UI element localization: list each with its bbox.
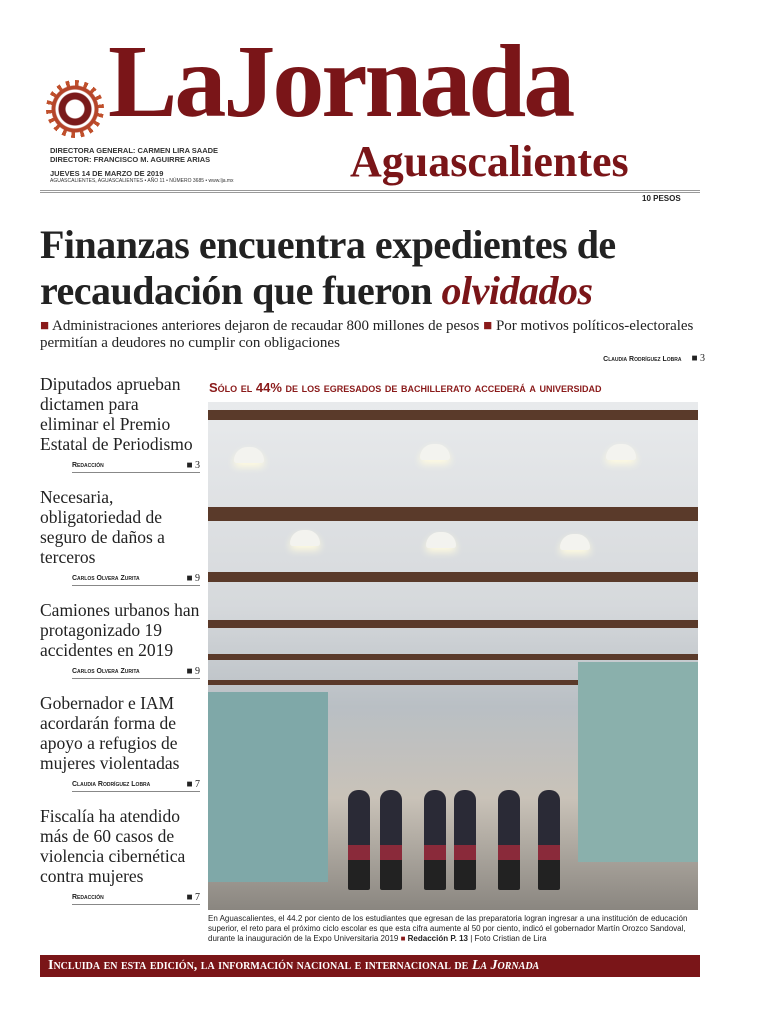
- footer-banner[interactable]: Incluida en esta edición, la información nacional e internacional de La Jornada: [40, 955, 700, 977]
- story[interactable]: Camiones urbanos han protagonizado 19 accidentes en 2019 Carlos Olvera Zurita ■ 9: [40, 600, 200, 677]
- photo-caption: En Aguascalientes, el 44.2 por ciento de los estudiantes que egresan de las preparatoria logran ingresar a una institución de educación superior, el reto para el próximo ciclo escolar es que esta cifra aumente al 50 por ciento, indicó el gobernador Martín Orozco Sandoval, durante la inauguración de la Expo Universitaria 2019 ■ Redacción P. 13 | Foto Cristian de Lira: [208, 914, 688, 943]
- main-photo[interactable]: [208, 402, 698, 910]
- lead-page: 3: [700, 353, 705, 364]
- masthead-edition: Aguascalientes: [350, 137, 629, 186]
- sun-logo-icon: [46, 80, 104, 138]
- masthead-logo[interactable]: LaJornada: [108, 24, 573, 139]
- story[interactable]: Necesaria, obligatoriedad de seguro de daños a terceros Carlos Olvera Zurita ■ 9: [40, 487, 200, 584]
- director: DIRECTOR: FRANCISCO M. AGUIRRE ARIAS: [50, 155, 211, 164]
- directora: DIRECTORA GENERAL: CARMEN LIRA SAADE: [50, 146, 219, 155]
- photo-kicker: Sólo el 44% de los egresados de bachillerato accederá a universidad: [209, 380, 602, 395]
- story[interactable]: Gobernador e IAM acordarán forma de apoyo a refugios de mujeres violentadas Claudia Rodríguez Lobra ■ 7: [40, 693, 200, 790]
- lead-byline-row: Claudia Rodríguez Lobra ■ 3: [603, 353, 705, 364]
- staff-credits: [50, 146, 340, 185]
- issue-info: AGUASCALIENTES, AGUASCALIENTES • AÑO 11 • NÚMERO 3685 • www.lja.mx: [50, 178, 234, 184]
- left-column: [40, 374, 200, 919]
- lead-subhead: ■ Administraciones anteriores dejaron de recaudar 800 millones de pesos ■ Por motivos políticos-electorales permitían a deudores no cumplir con obligaciones: [40, 318, 694, 351]
- price: 10 PESOS: [642, 194, 681, 203]
- date: JUEVES 14 DE MARZO DE 2019: [50, 169, 164, 178]
- lead-headline[interactable]: Finanzas encuentra expedientes de recaudación que fueron olvidados: [40, 222, 616, 313]
- masthead-rule: [40, 190, 700, 193]
- story[interactable]: Fiscalía ha atendido más de 60 casos de violencia cibernética contra mujeres Redacción ■ 7: [40, 806, 200, 903]
- lead-story: [40, 222, 705, 366]
- story[interactable]: Diputados aprueban dictamen para eliminar el Premio Estatal de Periodismo Redacción ■ 3: [40, 374, 200, 471]
- lead-byline: Claudia Rodríguez Lobra: [603, 356, 682, 363]
